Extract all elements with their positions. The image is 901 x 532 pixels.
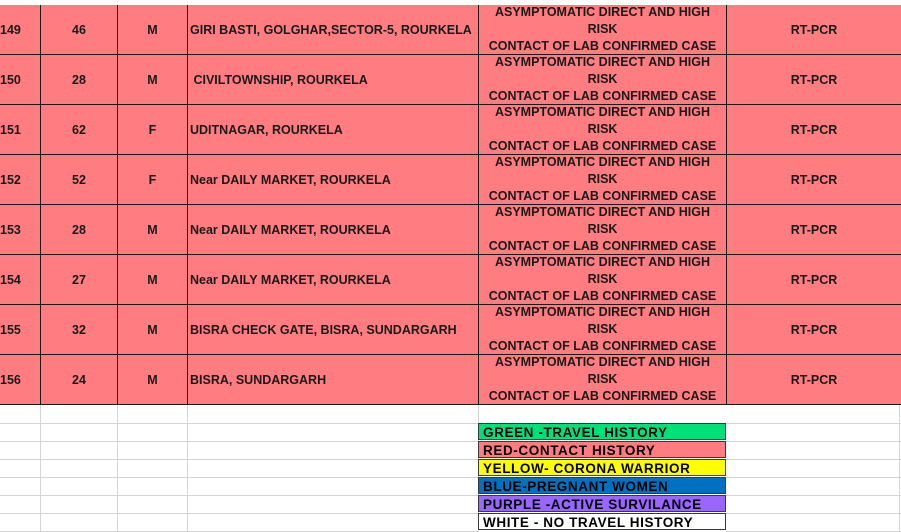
color-legend xyxy=(478,423,726,531)
cell-serial-number[interactable]: 152 xyxy=(0,155,41,205)
legend-item[interactable]: RED-CONTACT HISTORY xyxy=(478,441,726,458)
category-line-1: ASYMPTOMATIC DIRECT AND HIGH RISK xyxy=(494,255,711,286)
cell-age[interactable]: 52 xyxy=(41,155,118,205)
grid-line xyxy=(0,459,478,460)
category-line-2: CONTACT OF LAB CONFIRMED CASE xyxy=(488,89,717,103)
cell-age[interactable]: 46 xyxy=(41,5,118,55)
cell-serial-number[interactable]: 150 xyxy=(0,55,41,105)
grid-line xyxy=(0,423,478,424)
cell-age[interactable]: 62 xyxy=(41,105,118,155)
cell-address[interactable]: Near DAILY MARKET, ROURKELA xyxy=(188,255,479,305)
grid-line xyxy=(726,477,901,478)
grid-line xyxy=(726,441,901,442)
cell-category[interactable] xyxy=(479,55,727,105)
cell-test-type[interactable]: RT-PCR xyxy=(727,355,901,405)
category-line-1: ASYMPTOMATIC DIRECT AND HIGH RISK xyxy=(494,205,711,236)
cell-sex[interactable]: M xyxy=(118,255,188,305)
cell-address[interactable]: Near DAILY MARKET, ROURKELA xyxy=(188,155,479,205)
cell-serial-number[interactable]: 154 xyxy=(0,255,41,305)
category-line-2: CONTACT OF LAB CONFIRMED CASE xyxy=(488,39,717,53)
cell-category[interactable] xyxy=(479,255,727,305)
cell-address[interactable]: BISRA CHECK GATE, BISRA, SUNDARGARH xyxy=(188,305,479,355)
cell-age[interactable]: 32 xyxy=(41,305,118,355)
cell-age[interactable]: 28 xyxy=(41,205,118,255)
cell-address[interactable]: BISRA, SUNDARGARH xyxy=(188,355,479,405)
legend-item[interactable]: YELLOW- CORONA WARRIOR xyxy=(478,459,726,476)
table-row[interactable] xyxy=(0,305,901,355)
cell-category[interactable] xyxy=(479,205,727,255)
table-row[interactable] xyxy=(0,355,901,405)
table-row[interactable] xyxy=(0,255,901,305)
cell-category[interactable] xyxy=(479,355,727,405)
category-line-2: CONTACT OF LAB CONFIRMED CASE xyxy=(488,389,717,403)
grid-line xyxy=(0,477,478,478)
table-row[interactable] xyxy=(0,155,901,205)
grid-line xyxy=(0,441,478,442)
cell-category[interactable] xyxy=(479,5,727,55)
cell-address[interactable]: GIRI BASTI, GOLGHAR,SECTOR-5, ROURKELA xyxy=(188,5,479,55)
cell-test-type[interactable]: RT-PCR xyxy=(727,205,901,255)
cell-serial-number[interactable]: 151 xyxy=(0,105,41,155)
cell-category[interactable] xyxy=(479,105,727,155)
grid-line xyxy=(0,513,478,514)
cell-sex[interactable]: M xyxy=(118,355,188,405)
cell-serial-number[interactable]: 155 xyxy=(0,305,41,355)
table-row[interactable] xyxy=(0,55,901,105)
cell-test-type[interactable]: RT-PCR xyxy=(727,105,901,155)
category-line-2: CONTACT OF LAB CONFIRMED CASE xyxy=(488,139,717,153)
cell-address[interactable]: UDITNAGAR, ROURKELA xyxy=(188,105,479,155)
grid-line xyxy=(726,459,901,460)
category-line-1: ASYMPTOMATIC DIRECT AND HIGH RISK xyxy=(494,305,711,336)
cell-sex[interactable]: F xyxy=(118,155,188,205)
category-line-2: CONTACT OF LAB CONFIRMED CASE xyxy=(488,189,717,203)
cell-sex[interactable]: M xyxy=(118,55,188,105)
cell-sex[interactable]: M xyxy=(118,5,188,55)
grid-line xyxy=(0,495,478,496)
cell-category[interactable] xyxy=(479,305,727,355)
cell-test-type[interactable]: RT-PCR xyxy=(727,55,901,105)
cell-age[interactable]: 24 xyxy=(41,355,118,405)
cell-address[interactable]: CIVILTOWNSHIP, ROURKELA xyxy=(188,55,479,105)
cell-test-type[interactable]: RT-PCR xyxy=(727,5,901,55)
cell-sex[interactable]: F xyxy=(118,105,188,155)
cell-serial-number[interactable]: 153 xyxy=(0,205,41,255)
grid-line xyxy=(726,423,901,424)
table-row[interactable] xyxy=(0,105,901,155)
category-line-1: ASYMPTOMATIC DIRECT AND HIGH RISK xyxy=(494,155,711,186)
table-row[interactable] xyxy=(0,5,901,55)
legend-item[interactable]: PURPLE -ACTIVE SURVILANCE xyxy=(478,495,726,512)
grid-line xyxy=(726,513,901,514)
cell-age[interactable]: 28 xyxy=(41,55,118,105)
cell-serial-number[interactable]: 156 xyxy=(0,355,41,405)
cell-age[interactable]: 27 xyxy=(41,255,118,305)
category-line-2: CONTACT OF LAB CONFIRMED CASE xyxy=(488,239,717,253)
category-line-1: ASYMPTOMATIC DIRECT AND HIGH RISK xyxy=(494,105,711,136)
category-line-1: ASYMPTOMATIC DIRECT AND HIGH RISK xyxy=(494,55,711,86)
cell-test-type[interactable]: RT-PCR xyxy=(727,305,901,355)
cell-address[interactable]: Near DAILY MARKET, ROURKELA xyxy=(188,205,479,255)
table-row[interactable] xyxy=(0,205,901,255)
legend-item[interactable]: GREEN -TRAVEL HISTORY xyxy=(478,423,726,440)
grid-line xyxy=(726,495,901,496)
cell-sex[interactable]: M xyxy=(118,305,188,355)
category-line-1: ASYMPTOMATIC DIRECT AND HIGH RISK xyxy=(494,5,711,36)
legend-item[interactable]: BLUE-PREGNANT WOMEN xyxy=(478,477,726,494)
category-line-1: ASYMPTOMATIC DIRECT AND HIGH RISK xyxy=(494,355,711,386)
cell-category[interactable] xyxy=(479,155,727,205)
cell-serial-number[interactable]: 149 xyxy=(0,5,41,55)
legend-item[interactable]: WHITE - NO TRAVEL HISTORY xyxy=(478,513,726,530)
cell-test-type[interactable]: RT-PCR xyxy=(727,255,901,305)
cell-sex[interactable]: M xyxy=(118,205,188,255)
cell-test-type[interactable]: RT-PCR xyxy=(727,155,901,205)
category-line-2: CONTACT OF LAB CONFIRMED CASE xyxy=(488,339,717,353)
category-line-2: CONTACT OF LAB CONFIRMED CASE xyxy=(488,289,717,303)
